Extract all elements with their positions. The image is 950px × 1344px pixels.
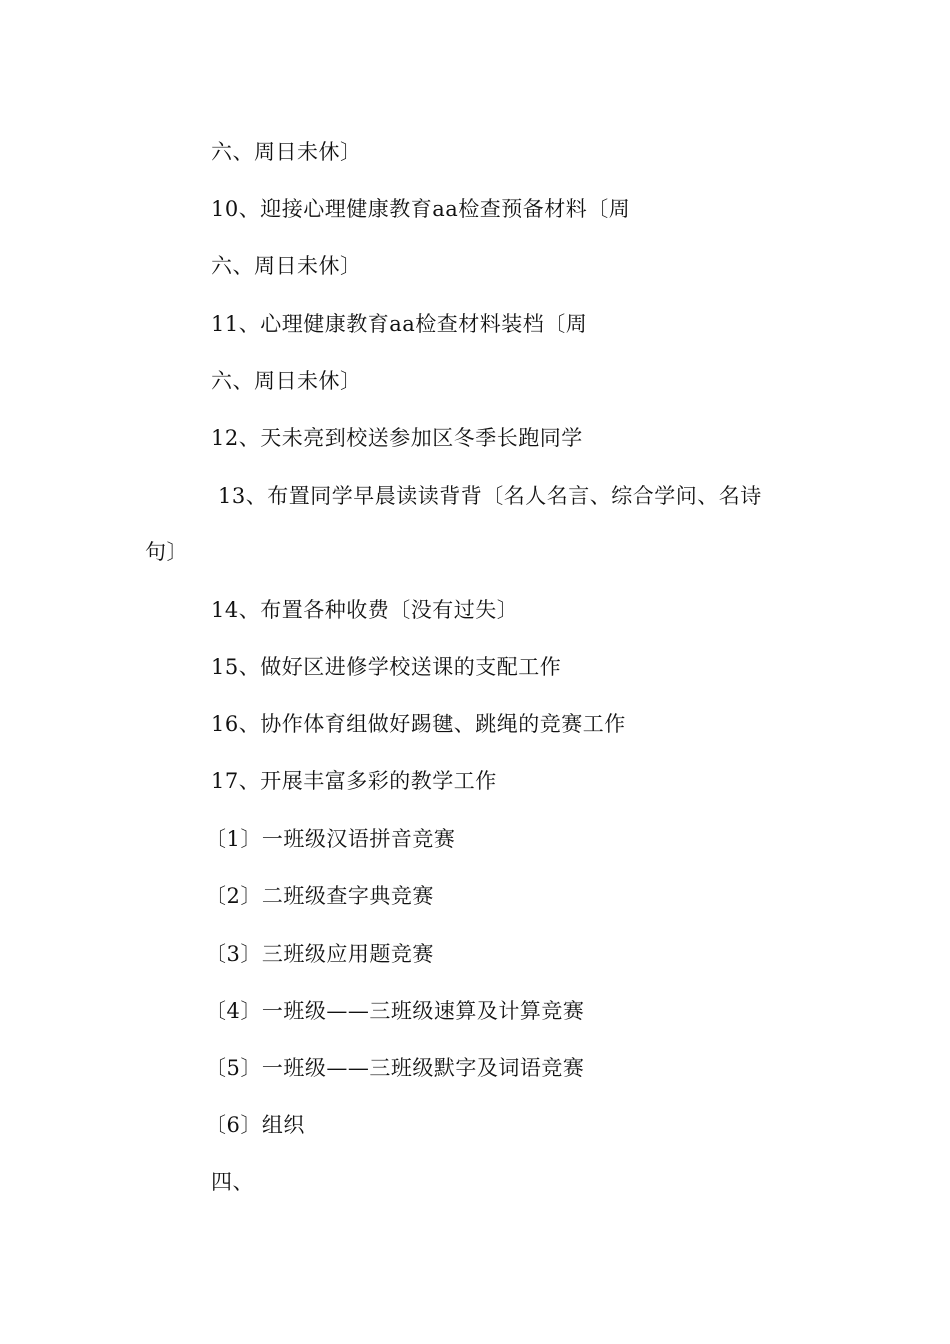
text-line: 11、心理健康教育aa检查材料装档〔周 xyxy=(211,312,588,336)
list-item: 〔2〕二班级查字典竞赛 xyxy=(205,884,434,908)
list-item: 〔3〕三班级应用题竞赛 xyxy=(205,942,434,966)
text-line: 15、做好区进修学校送课的支配工作 xyxy=(211,655,562,679)
text-line: 10、迎接心理健康教育aa检查预备材料〔周 xyxy=(211,197,631,221)
list-item: 〔6〕组织 xyxy=(205,1113,305,1137)
text-line: 六、周日未休〕 xyxy=(211,140,362,164)
section-heading: 四、 xyxy=(211,1170,254,1194)
text-line: 句〕 xyxy=(145,540,188,564)
text-line: 17、开展丰富多彩的教学工作 xyxy=(211,769,497,793)
text-line: 六、周日未休〕 xyxy=(211,369,362,393)
list-item: 〔4〕一班级——三班级速算及计算竞赛 xyxy=(205,999,585,1023)
list-item: 〔1〕一班级汉语拼音竞赛 xyxy=(205,827,456,851)
text-line: 六、周日未休〕 xyxy=(211,254,362,278)
text-line: 14、布置各种收费〔没有过失〕 xyxy=(211,598,519,622)
text-line: 13、布置同学早晨读读背背〔名人名言、综合学问、名诗 xyxy=(218,484,762,508)
text-line: 12、天未亮到校送参加区冬季长跑同学 xyxy=(211,426,583,450)
list-item: 〔5〕一班级——三班级默字及词语竞赛 xyxy=(205,1056,585,1080)
text-line: 16、协作体育组做好踢毽、跳绳的竞赛工作 xyxy=(211,712,626,736)
